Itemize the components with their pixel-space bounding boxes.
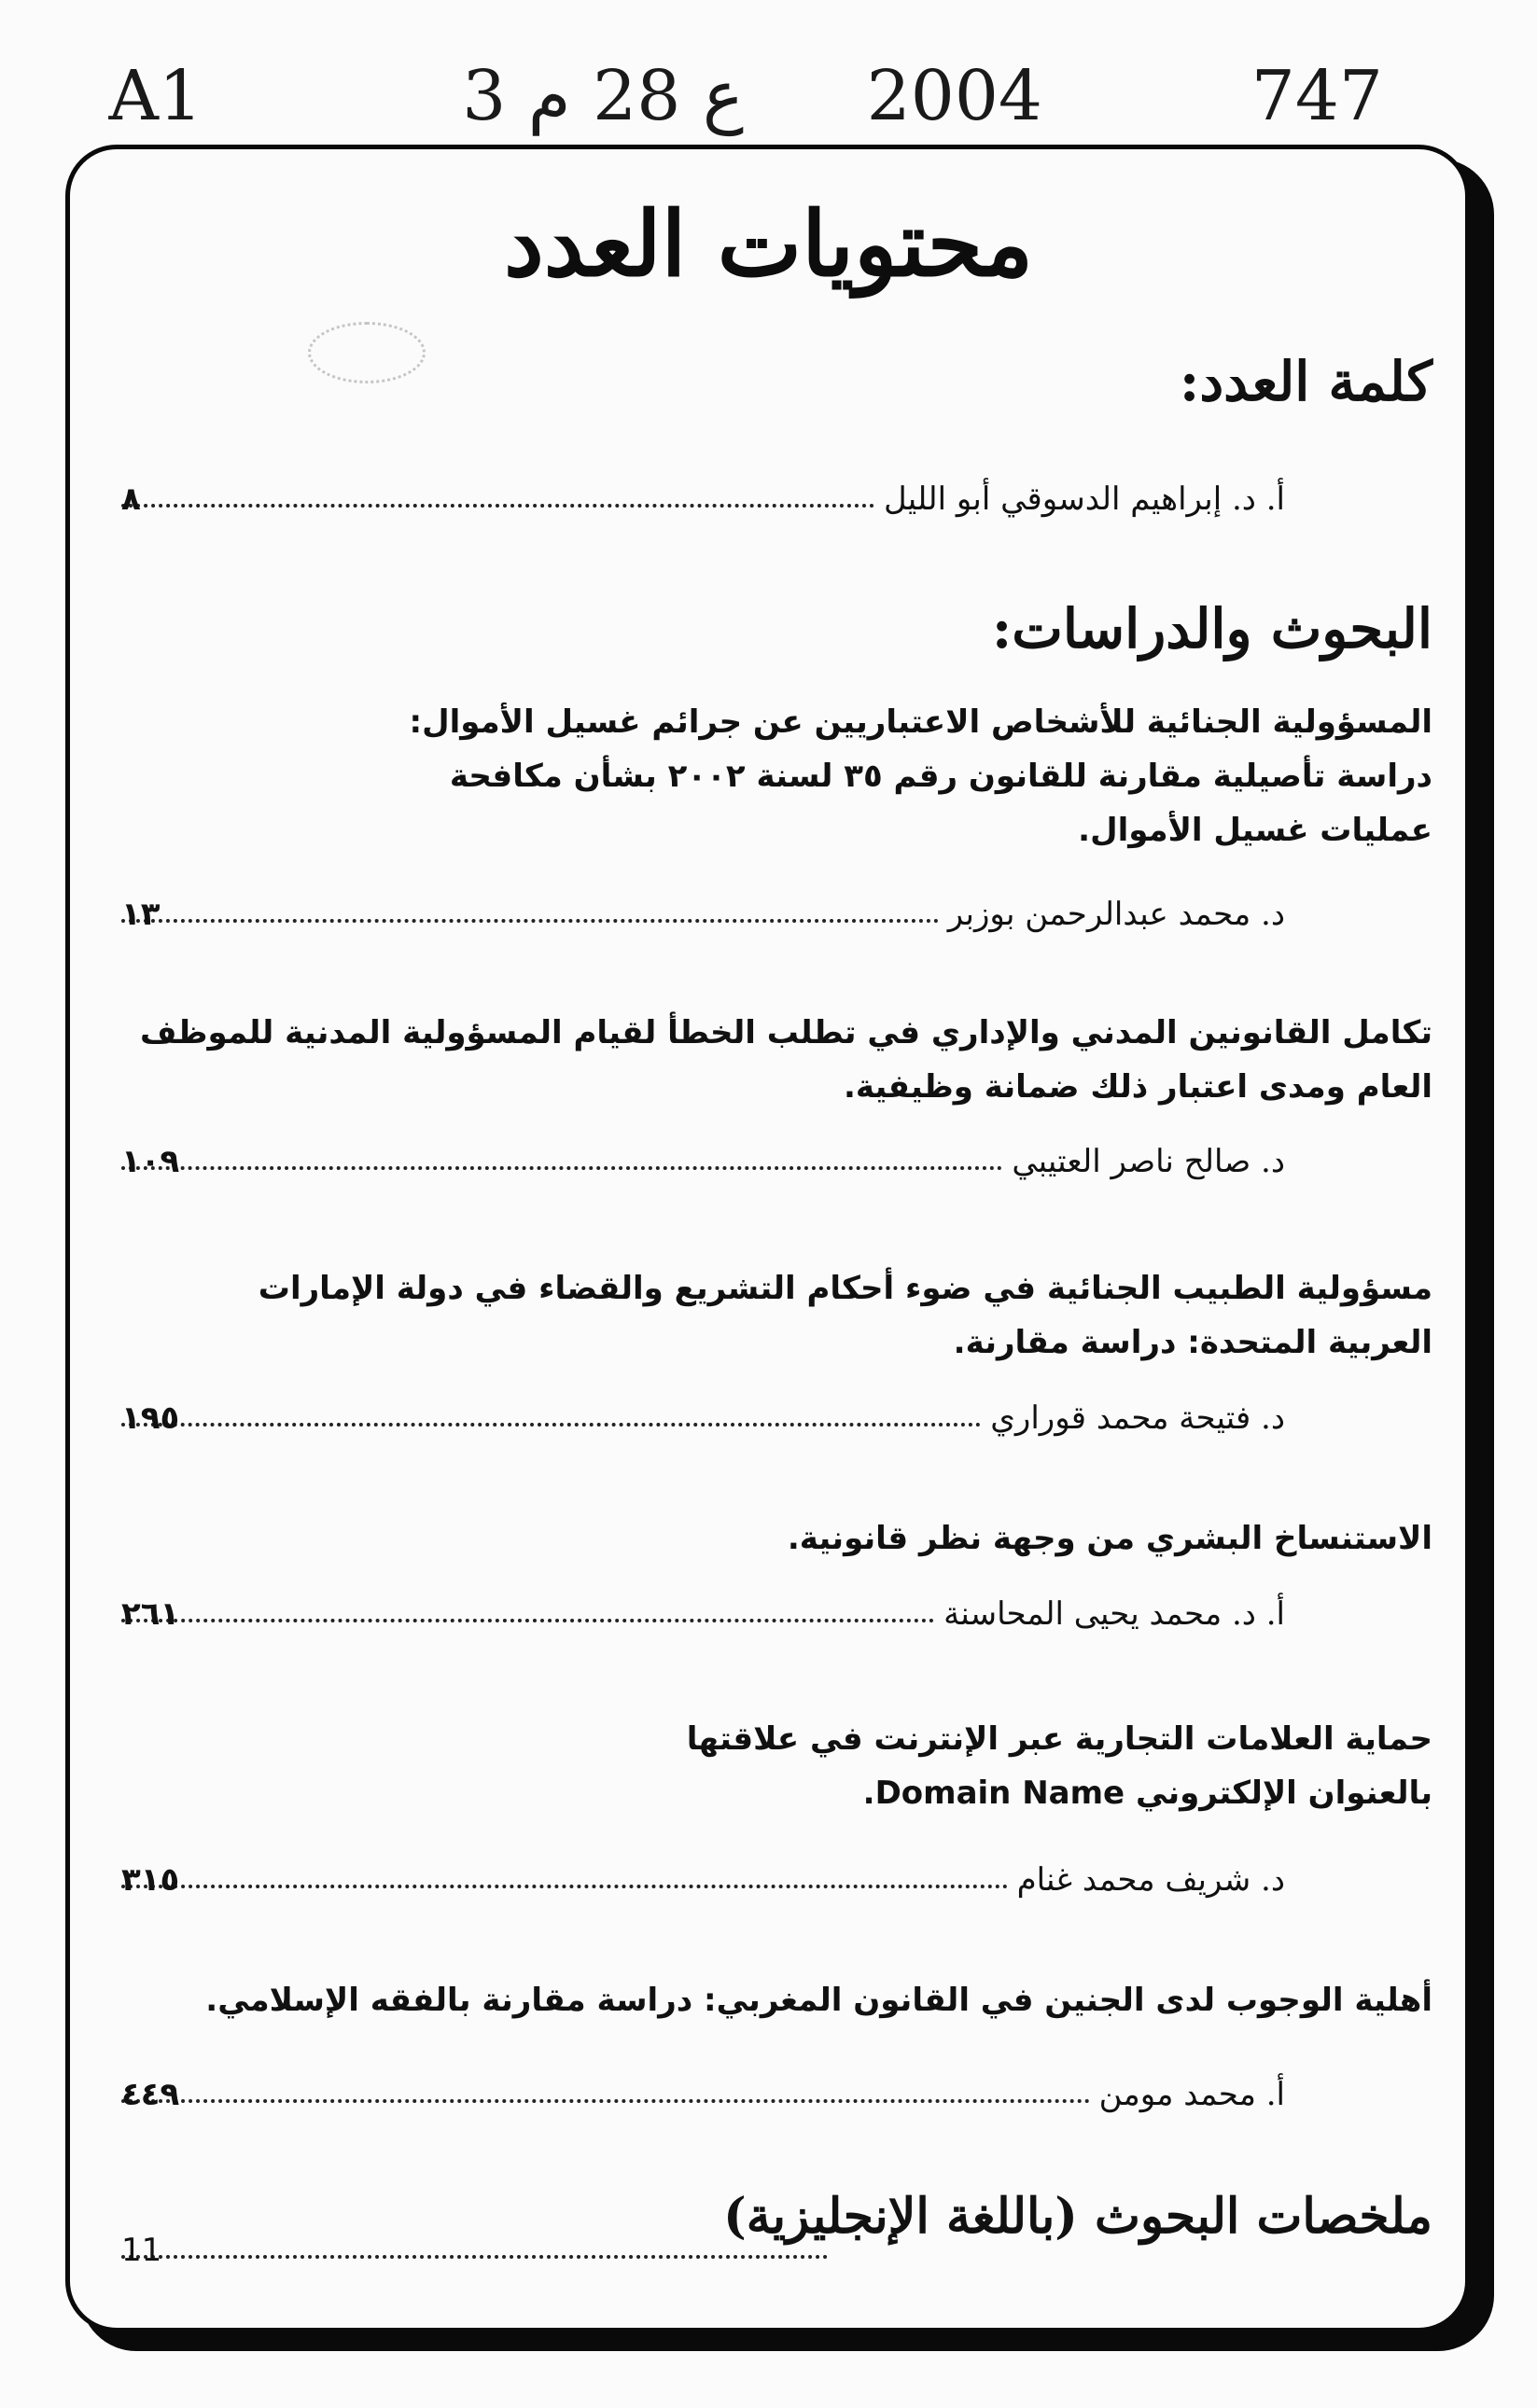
title-line: حماية العلامات التجارية عبر الإنترنت في علاقتها bbox=[686, 1720, 1432, 1758]
title-line: بالعنوان الإلكتروني Domain Name. bbox=[862, 1775, 1432, 1812]
summaries-heading: ملخصات البحوث (باللغة الإنجليزية) bbox=[723, 2188, 1432, 2245]
research-item-title bbox=[410, 695, 1432, 857]
title-line: عمليات غسيل الأموال. bbox=[1078, 812, 1432, 849]
editorial-entry[interactable] bbox=[121, 471, 1285, 527]
research-item-page: ٤٤٩ bbox=[121, 2076, 180, 2113]
research-item-page: ٣١٥ bbox=[121, 1861, 180, 1899]
handwritten-volume: A1 bbox=[108, 56, 203, 136]
editorial-page: ٨ bbox=[121, 480, 141, 518]
research-item-entry[interactable] bbox=[121, 1134, 1285, 1190]
page-title: محتويات العدد bbox=[503, 191, 1034, 297]
handwritten-issue: 3 ع 28 م bbox=[462, 56, 744, 136]
dot-leader bbox=[121, 919, 939, 923]
summaries-page: 11 bbox=[121, 2232, 162, 2269]
research-item-entry[interactable] bbox=[121, 1390, 1285, 1446]
dot-leader bbox=[121, 1885, 1008, 1888]
research-item-author: د. صالح ناصر العتيبي bbox=[1012, 1143, 1285, 1180]
research-item-entry[interactable] bbox=[121, 1852, 1285, 1908]
dot-leader bbox=[121, 1619, 934, 1622]
stamp-mark bbox=[308, 322, 426, 383]
summaries-entry[interactable] bbox=[121, 2222, 828, 2278]
title-line: العربية المتحدة: دراسة مقارنة. bbox=[953, 1324, 1432, 1361]
research-item-page: ١٩٥ bbox=[121, 1399, 180, 1437]
research-item-title bbox=[205, 1973, 1432, 2027]
title-line: المسؤولية الجنائية للأشخاص الاعتباريين عن جرائم غسيل الأموال: bbox=[409, 703, 1432, 741]
research-item-author: أ. د. محمد يحيى المحاسنة bbox=[943, 1595, 1285, 1633]
editorial-author: أ. د. إبراهيم الدسوقي أبو الليل bbox=[883, 480, 1285, 518]
research-item-title bbox=[788, 1511, 1432, 1566]
research-item-entry[interactable] bbox=[121, 2067, 1285, 2123]
dot-leader bbox=[121, 1423, 981, 1427]
title-line: العام ومدى اعتبار ذلك ضمانة وظيفية. bbox=[843, 1068, 1432, 1106]
research-heading: البحوث والدراسات: bbox=[991, 597, 1432, 661]
research-item-page: ١٣ bbox=[121, 896, 161, 933]
handwritten-number: 747 bbox=[1251, 56, 1383, 136]
research-item-title bbox=[687, 1712, 1432, 1820]
title-line: مسؤولية الطبيب الجنائية في ضوء أحكام التشريع والقضاء في دولة الإمارات bbox=[258, 1270, 1432, 1307]
research-item-entry[interactable] bbox=[121, 1586, 1285, 1642]
title-line: أهلية الوجوب لدى الجنين في القانون المغربي: دراسة مقارنة بالفقه الإسلامي. bbox=[205, 1982, 1432, 2019]
title-line: دراسة تأصيلية مقارنة للقانون رقم ٣٥ لسنة ٢٠٠٢ بشأن مكافحة bbox=[449, 758, 1432, 795]
research-item-author: د. محمد عبدالرحمن بوزبر bbox=[947, 896, 1285, 933]
handwritten-year: 2004 bbox=[866, 56, 1042, 136]
research-item-page: ١٠٩ bbox=[121, 1143, 180, 1180]
dot-leader bbox=[121, 2099, 1090, 2103]
research-item-page: ٢٦١ bbox=[121, 1595, 180, 1633]
research-item-title bbox=[140, 1006, 1432, 1114]
dot-leader bbox=[121, 2255, 828, 2259]
title-line: الاستنساخ البشري من وجهة نظر قانونية. bbox=[787, 1520, 1432, 1557]
title-line: تكامل القانونين المدني والإداري في تطلب الخطأ لقيام المسؤولية المدنية للموظف bbox=[140, 1014, 1432, 1051]
research-item-author: د. شريف محمد غنام bbox=[1016, 1861, 1285, 1899]
research-item-title bbox=[258, 1261, 1432, 1370]
research-item-author: د. فتيحة محمد قوراري bbox=[990, 1399, 1285, 1437]
research-item-entry[interactable] bbox=[121, 886, 1285, 942]
handwritten-notes bbox=[0, 37, 1537, 149]
research-item-author: أ. محمد مومن bbox=[1098, 2076, 1285, 2113]
editorial-heading: كلمة العدد: bbox=[1179, 350, 1432, 413]
dot-leader bbox=[121, 504, 874, 508]
dot-leader bbox=[121, 1166, 1002, 1170]
